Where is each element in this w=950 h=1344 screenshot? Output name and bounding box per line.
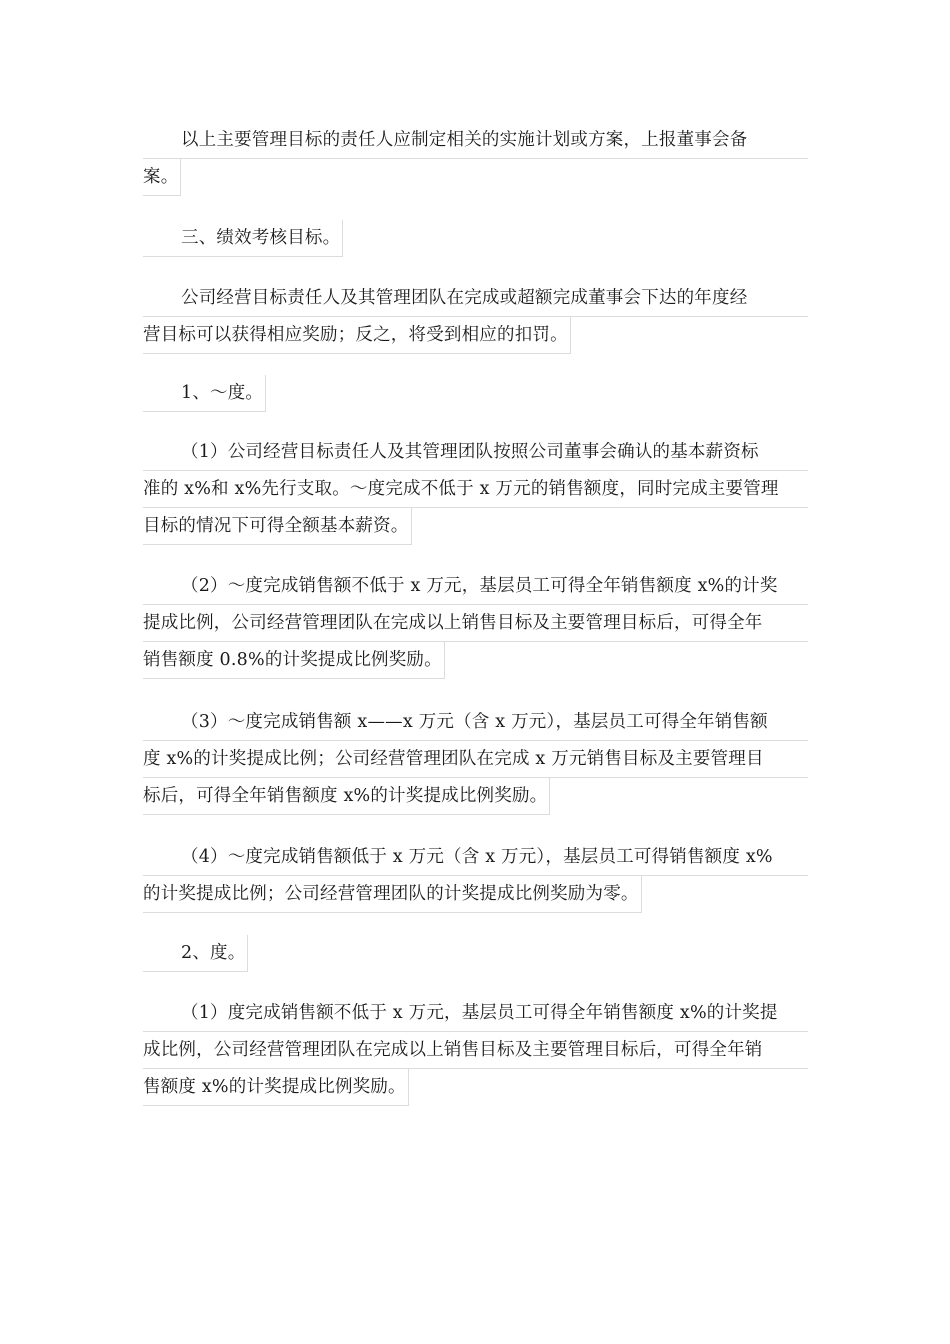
text-line: （4）～度完成销售额低于 x 万元（含 x 万元），基层员工可得销售额度 x% [143, 839, 808, 876]
text-line: 售额度 x%的计奖提成比例奖励。 [143, 1069, 409, 1106]
text-line: 案。 [143, 159, 181, 196]
text-line: 三、绩效考核目标。 [143, 220, 343, 257]
text-line: （2）～度完成销售额不低于 x 万元，基层员工可得全年销售额度 x%的计奖 [143, 568, 808, 605]
text-line: 的计奖提成比例；公司经营管理团队的计奖提成比例奖励为零。 [143, 876, 642, 913]
paragraph-item-1-4 [143, 839, 808, 913]
text-line: 成比例，公司经营管理团队在完成以上销售目标及主要管理目标后，可得全年销 [143, 1032, 808, 1069]
text-line: 提成比例，公司经营管理团队在完成以上销售目标及主要管理目标后，可得全年 [143, 605, 808, 642]
subheading-year-2 [143, 935, 808, 972]
paragraph-reward-penalty [143, 280, 808, 354]
text-line: 营目标可以获得相应奖励；反之，将受到相应的扣罚。 [143, 317, 571, 354]
subheading-year-1 [143, 375, 808, 412]
text-line: （1）度完成销售额不低于 x 万元，基层员工可得全年销售额度 x%的计奖提 [143, 995, 808, 1032]
text-line: （3）～度完成销售额 x——x 万元（含 x 万元），基层员工可得全年销售额 [143, 704, 808, 741]
paragraph-item-1-2 [143, 568, 808, 679]
text-line: 度 x%的计奖提成比例；公司经营管理团队在完成 x 万元销售目标及主要管理目 [143, 741, 808, 778]
text-line: 1、～度。 [143, 375, 266, 412]
section-heading-performance-targets [143, 220, 808, 257]
text-line: （1）公司经营目标责任人及其管理团队按照公司董事会确认的基本薪资标 [143, 434, 808, 471]
paragraph-item-1-1 [143, 434, 808, 545]
text-line: 以上主要管理目标的责任人应制定相关的实施计划或方案，上报董事会备 [143, 122, 808, 159]
text-line: 销售额度 0.8%的计奖提成比例奖励。 [143, 642, 445, 679]
text-line: 准的 x%和 x%先行支取。～度完成不低于 x 万元的销售额度，同时完成主要管理 [143, 471, 808, 508]
paragraph-item-2-1 [143, 995, 808, 1106]
text-line: 2、度。 [143, 935, 248, 972]
text-line: 标后，可得全年销售额度 x%的计奖提成比例奖励。 [143, 778, 550, 815]
text-line: 公司经营目标责任人及其管理团队在完成或超额完成董事会下达的年度经 [143, 280, 808, 317]
paragraph-item-1-3 [143, 704, 808, 815]
text-line: 目标的情况下可得全额基本薪资。 [143, 508, 412, 545]
paragraph-responsibility-plan [143, 122, 808, 196]
